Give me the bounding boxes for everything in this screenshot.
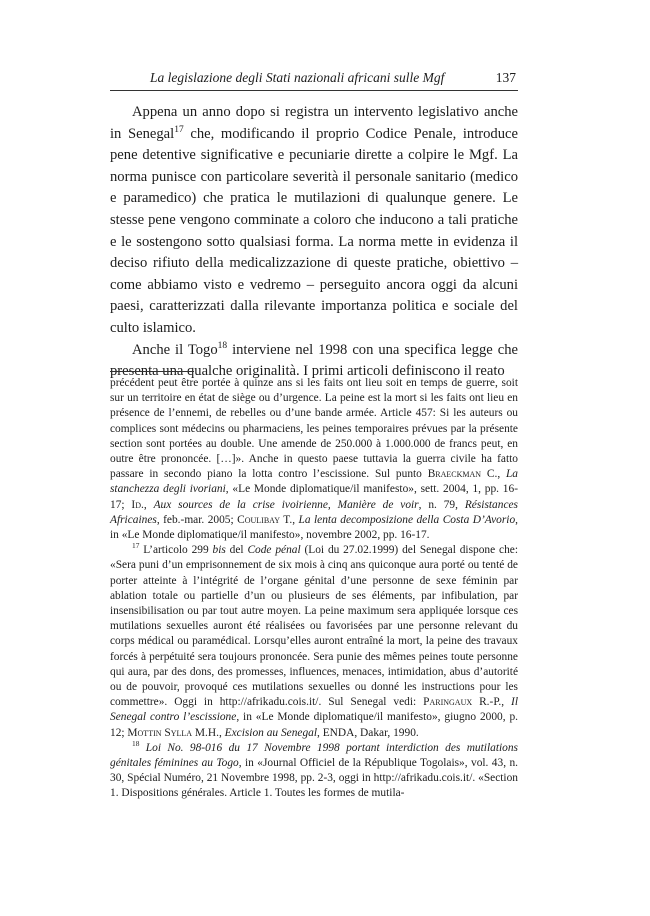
footnote-18 [110, 741, 518, 802]
footnote-text: M.H., [192, 726, 225, 739]
footnote-text: , in «Le Monde diplomatique/il manifesto», giugno 2000, p. 12; [110, 711, 519, 739]
footnote-text: C., [481, 468, 506, 481]
paragraph-senegal [110, 102, 518, 340]
footnote-continuation [110, 376, 518, 543]
footnote-text: T., [279, 513, 299, 526]
footnote-text: , «Le Monde diplomatique/il manifesto», sett. 2004, 1, pp. 16-17; [110, 483, 518, 511]
footnote-number: 18 [132, 739, 140, 749]
footnote-text: , in «Le Monde diplomatique/il manifesto», novembre 2002, pp. 16-17. [110, 513, 519, 542]
citation-title: bis [212, 544, 226, 557]
footnotes [110, 376, 518, 802]
footnote-separator [110, 371, 194, 372]
paragraph-text: Anche il Togo [132, 341, 218, 358]
paragraph-text: Appena un anno dopo si registra un intervento legislativo anche in Senegal [110, 104, 518, 142]
citation-title: Excision au Senegal [224, 726, 318, 739]
author-name: Coulibay [237, 513, 280, 526]
footnote-text: , ENDA, Dakar, 1990. [317, 726, 419, 739]
author-name: Paringaux [423, 696, 473, 709]
footnote-text: (Loi du 27.02.1999) del Senegal dispone che: «Sera puni d’un emprisonnement de six mois à cinq ans quiconque aura porté ou tenté de porter atteinte à l’intégrité de l’organe génital d’une personne de sexe féminin par ablation totale ou partielle d’un ou plusieurs de ses éléments, par infibulation, par insensibilisation ou par tout autre moyen. La peine maximum sera appliquée lorsque ces mutilations sexuelles auront été réalisées ou favorisées par une personne relevant du corps médical ou paramédical. Lorsqu’elles auront entraîné la mort, la peine des travaux forcés à perpétuité sera toujours prononcée. Sera punie des mêmes peines toute personne qui aura, par des dons, des promesses, influences, menaces, intimidation, abus d’autorité ou de pouvoir, provoqué ces mutilations sexuelles ou donné les instructions pour les commettre». Oggi in http://afrikadu.cois.it/. Sul Senegal vedi: [110, 544, 518, 709]
footnote-text: L’articolo 299 [139, 544, 213, 557]
author-name: Id. [131, 498, 144, 511]
running-title: La legislazione degli Stati nazionali africani sulle Mgf [150, 70, 445, 85]
main-text [110, 102, 518, 383]
footnote-ref-17: 17 [174, 124, 184, 135]
citation-title: Code pénal [247, 544, 301, 557]
footnote-text: , [143, 498, 154, 511]
footnote-text: , feb.-mar. 2005; [156, 513, 238, 526]
footnote-number: 17 [132, 541, 140, 551]
page-number: 137 [495, 70, 516, 85]
footnote-ref-18: 18 [217, 340, 228, 351]
running-header [110, 68, 518, 91]
author-name: Mottin Sylla [127, 726, 193, 739]
footnote-text: , n. 79, [418, 498, 465, 511]
author-name: Braeckman [427, 468, 482, 481]
citation-title: La lenta decomposizione della Costa D’Avorio [298, 513, 516, 526]
citation-title: La stanchezza degli ivoriani [110, 468, 518, 496]
paragraph-text: che, modificando il proprio Codice Penale, introduce pene detentive significative e pecuniarie dirette a colpire le Mgf. La norma punisce con particolare severità il personale sanitario (medico e paramedico) che pratica le mutilazioni di qualunque genere. Le stesse pene vengono comminate a coloro che inducono a tali pratiche e le sostengono sotto qualsiasi forma. La norma mette in evidenza il deciso rifiuto della medicalizzazione di queste pratiche, obiettivo – come abbiamo visto e vedremo – perseguito ancora oggi da alcuni paesi, caratterizzati dalla rilevante importanza politica e sociale del culto islamico. [110, 125, 518, 336]
footnote-text: R.-P., [472, 696, 512, 709]
citation-title: Aux sources de la crise ivoirienne, Manière de voir [153, 498, 419, 511]
footnote-text: précédent peut être portée à quinze ans si les faits ont lieu soit en temps de guerre, soit sur un territoire en état de siège ou d’urgence. La peine est la mort si les faits ont lieu en présence de l’ennemi, de rebelles ou d’une bande armée. Article 457: Si les auteurs ou complices sont médecins ou pharmaciens, les peines temporaires prévues par la présente section sont portées au double. Une amende de 250.000 à 1.000.000 de francs peut, en outre être prononcée. […]». Anche in questo paese tuttavia la guerra civile ha fatto passare in secondo piano la lotta contro l’escissione. Sul punto [110, 377, 518, 481]
footnote-text: , in «Journal Officiel de la République Togolais», vol. 43, n. 30, Spécial Numéro, 21 Novembre 1998, pp. 2-3, oggi in http://afrikadu.cois.it/. «Section 1. Dispositions générales. Article 1. Toutes les formes de mutila- [110, 757, 518, 800]
citation-title: Il Senegal contro l’escissione [110, 696, 518, 724]
citation-title: Loi No. 98-016 du 17 Novembre 1998 portant interdiction des mutilations génitales féminines au Togo [110, 741, 518, 770]
footnote-text: del [225, 544, 248, 557]
citation-title: Résistances Africaines [110, 498, 518, 526]
footnote-17 [110, 543, 518, 741]
paragraph-text: interviene nel 1998 con una specifica legge che presenta una qualche originalità. I primi articoli definiscono il reato [110, 341, 518, 380]
